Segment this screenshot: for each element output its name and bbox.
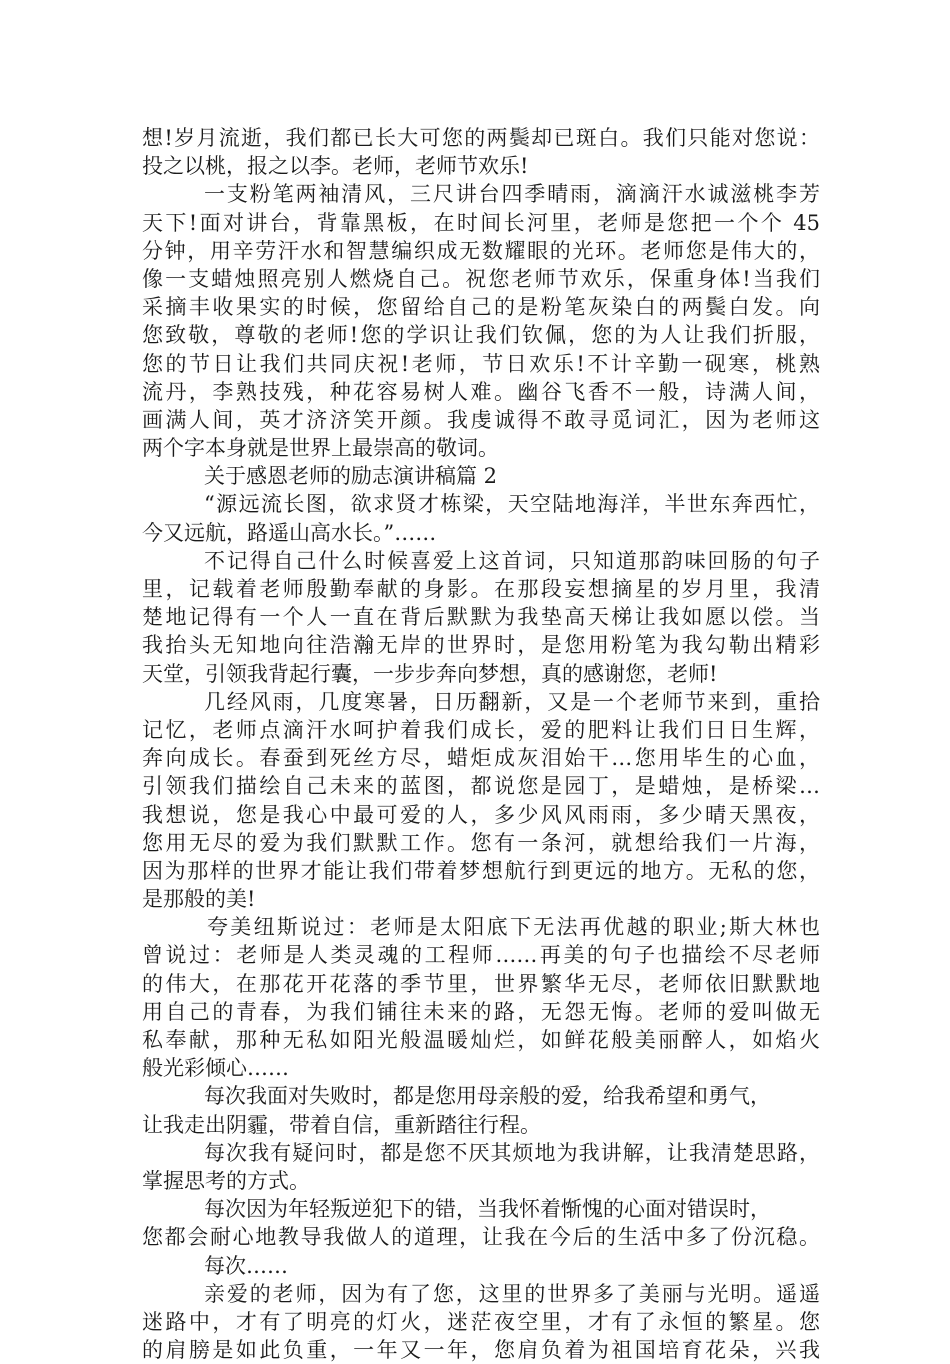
text-line: 天下!面对讲台，背靠黑板，在时间长河里，老师是您把一个个 45 — [142, 210, 820, 235]
text-line: 采摘丰收果实的时候，您留给自己的是粉笔灰染白的两鬓白发。向 — [142, 295, 820, 320]
text-line: 流丹，李熟技残，种花容易树人难。幽谷飞香不一般，诗满人间， — [142, 379, 820, 404]
text-line: 的伟大，在那花开花落的季节里，世界繁华无尽，老师依旧默默地 — [142, 971, 820, 996]
text-line: 引领我们描绘自己未来的蓝图，都说您是园丁，是蜡烛，是桥梁… — [142, 774, 820, 799]
text-line: 般光彩倾心…… — [142, 1056, 289, 1081]
text-line: 您用无尽的爱为我们默默工作。您有一条河，就想给我们一片海， — [142, 830, 820, 855]
text-line: 像一支蜡烛照亮别人燃烧自己。祝您老师节欢乐，保重身体!当我们 — [142, 266, 820, 291]
text-line: 您都会耐心地教导我做人的道理，让我在今后的生活中多了份沉稳。 — [142, 1225, 820, 1250]
text-line: 今又远航，路遥山高水长。”…… — [142, 520, 437, 545]
text-line: “源远流长图，欲求贤才栋梁，天空陆地海洋，半世东奔西忙， — [204, 492, 820, 517]
text-line: 一支粉笔两袖清风，三尺讲台四季晴雨，滴滴汗水诚滋桃李芳 — [204, 182, 820, 207]
text-line: 夸美纽斯说过：老师是太阳底下无法再优越的职业;斯大林也 — [207, 915, 820, 940]
text-line: 因为那样的世界才能让我们带着梦想航行到更远的地方。无私的您， — [142, 858, 820, 883]
text-line: 每次…… — [204, 1253, 288, 1278]
text-line: 天堂，引领我背起行囊，一步步奔向梦想，真的感谢您，老师! — [142, 661, 718, 686]
text-line: 奔向成长。春蚕到死丝方尽，蜡炬成灰泪始干…您用毕生的心血， — [142, 746, 820, 771]
text-line: 每次我面对失败时，都是您用母亲般的爱，给我希望和勇气， — [204, 1084, 771, 1109]
text-line: 画满人间，英才济济笑开颜。我虔诚得不敢寻觅词汇，因为老师这 — [142, 407, 820, 432]
text-line: 我想说，您是我心中最可爱的人，多少风风雨雨，多少晴天黑夜， — [142, 802, 820, 827]
text-line: 每次我有疑问时，都是您不厌其烦地为我讲解，让我清楚思路， — [204, 1140, 820, 1165]
text-line: 每次因为年轻叛逆犯下的错，当我怀着惭愧的心面对错误时， — [204, 1197, 771, 1222]
text-line: 让我走出阴霾，带着自信，重新踏往行程。 — [142, 1112, 541, 1137]
document-body — [142, 124, 820, 1364]
text-line: 是那般的美! — [142, 887, 256, 912]
text-line: 掌握思考的方式。 — [142, 1168, 310, 1193]
text-line: 您致敬，尊敬的老师!您的学识让我们钦佩，您的为人让我们折服， — [142, 323, 820, 348]
text-line: 投之以桃，报之以李。老师，老师节欢乐! — [142, 154, 529, 179]
text-line: 用自己的青春，为我们铺往未来的路，无怨无悔。老师的爱叫做无 — [142, 999, 820, 1024]
text-line: 楚地记得有一个人一直在背后默默为我垫高天梯让我如愿以偿。当 — [142, 605, 820, 630]
text-line: 您的节日让我们共同庆祝!老师，节日欢乐!不计辛勤一砚寒，桃熟 — [142, 351, 820, 376]
text-line: 关于感恩老师的励志演讲稿篇 2 — [204, 464, 498, 489]
text-line: 曾说过：老师是人类灵魂的工程师……再美的句子也描绘不尽老师 — [142, 943, 820, 968]
text-line: 分钟，用辛劳汗水和智慧编织成无数耀眼的光环。老师您是伟大的， — [142, 238, 820, 263]
text-line: 我抬头无知地向往浩瀚无岸的世界时，是您用粉笔为我勾勒出精彩 — [142, 633, 820, 658]
text-line: 几经风雨，几度寒暑，日历翻新，又是一个老师节来到，重拾 — [204, 689, 820, 714]
text-line: 里，记载着老师殷勤奉献的身影。在那段妄想摘星的岁月里，我清 — [142, 577, 820, 601]
text-line: 迷路中，才有了明亮的灯火，迷茫夜空里，才有了永恒的繁星。您 — [142, 1309, 820, 1334]
text-line: 亲爱的老师，因为有了您，这里的世界多了美丽与光明。遥遥 — [204, 1281, 820, 1306]
text-line: 的肩膀是如此负重，一年又一年，您肩负着为祖国培育花朵，兴我 — [142, 1338, 820, 1363]
text-line: 两个字本身就是世界上最崇高的敬词。 — [142, 436, 499, 461]
text-line: 想!岁月流逝，我们都已长大可您的两鬓却已斑白。我们只能对您说： — [142, 126, 820, 150]
text-line: 记忆，老师点滴汗水呵护着我们成长，爱的肥料让我们日日生辉， — [142, 717, 820, 742]
text-line: 不记得自己什么时候喜爱上这首词，只知道那韵味回肠的句子 — [204, 548, 820, 573]
text-line: 私奉献，那种无私如阳光般温暖灿烂，如鲜花般美丽醉人，如焰火 — [142, 1028, 820, 1052]
